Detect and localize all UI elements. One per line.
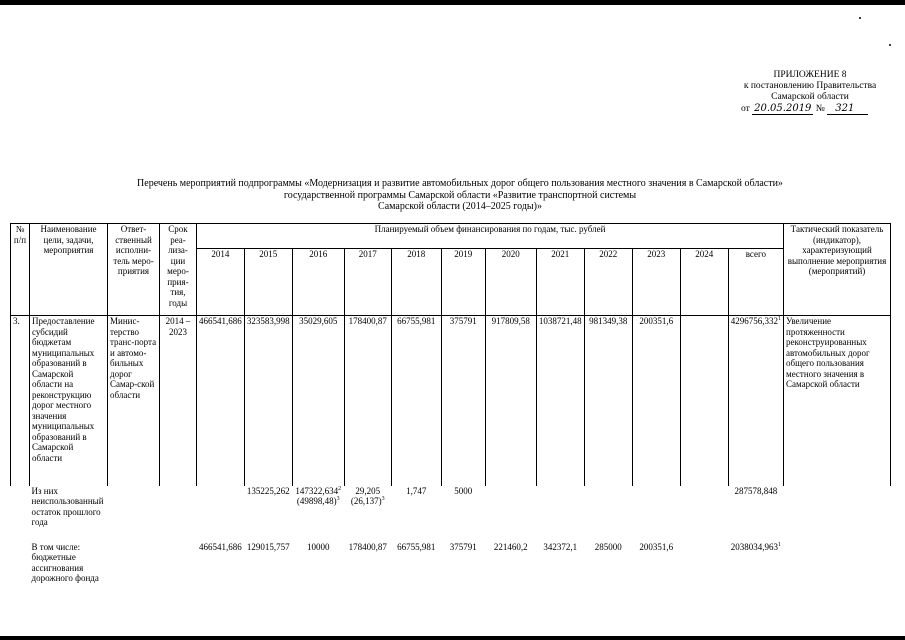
header-total: всего [728,249,783,316]
value-cell: 129015,757 [246,541,290,552]
top-border [0,0,905,5]
value-cell [197,486,245,542]
row-num: 3. [11,316,30,486]
footnote-mark: 1 [778,541,781,548]
value-cell: 135225,262 [246,485,290,496]
value-2017: 29,205 [355,485,381,496]
header-year: 2024 [680,249,728,316]
row-executor: Минис-терство транс-порта и автомо-бильных дорог Самар-ской области [108,316,160,486]
value-cell: 323583,998 [244,316,292,486]
title-line3: Самарской области (2014–2025 годы)» [378,201,542,212]
header-year: 2020 [485,249,536,316]
row-name: В том числе: бюджетные ассигнования дорожного фонда [31,541,99,583]
number-label: № [815,104,825,114]
value-cell: 1,747 [406,485,427,496]
appendix-signature-line [735,103,885,115]
header-year: 2018 [391,249,441,316]
header-funding: Планируемый объем финансирования по годам, тыс. рублей [197,224,784,249]
value-cell: 981349,38 [584,316,632,486]
value-cell: 10000 [307,541,330,552]
title-line1: Перечень мероприятий подпрограммы «Модернизация и развитие автомобильных дорог общего пользования местного значения в Самарской области» [137,178,783,189]
total-value: 2038034,963 [730,541,778,552]
header-year: 2015 [244,249,292,316]
total-cell [728,316,783,486]
value-cell: 5000 [454,485,473,496]
value-cell: 66755,981 [397,541,436,552]
value-cell [632,486,680,542]
value-cell: 285000 [594,541,622,552]
value-cell [680,486,728,542]
row-name: Предоставление субсидий бюджетам муниципальных образований в Самарской области на реконструкцию дорог местного значения муниципальных образований в Самарской области [30,316,108,486]
value-cell: 178400,87 [348,541,387,552]
footnote-mark: 2 [338,485,342,492]
appendix-line2: Самарской области [771,92,849,102]
table-row [11,316,891,486]
value-2017-sub: (26,137) [350,496,382,506]
value-cell: 178400,87 [344,316,391,486]
header-year: 2023 [632,249,680,316]
table-row [11,486,891,542]
value-cell: 375791 [441,316,485,486]
value-cell: 466541,686 [197,316,245,486]
header-year: 2021 [536,249,584,316]
value-cell: 917809,58 [485,316,536,486]
footnote-mark: 1 [778,316,781,322]
document-title [60,178,860,213]
footnote-mark: 3 [336,496,340,502]
value-cell [485,486,536,542]
value-cell-2016 [292,486,344,542]
scan-dot [859,17,861,19]
handwritten-date: 20.05.2019 [754,103,812,114]
header-year: 2014 [197,249,245,316]
appendix-title: ПРИЛОЖЕНИЕ 8 [773,70,847,80]
header-indicator: Тактический показатель (индикатор), характеризующий выполнение мероприятия (мероприятий) [784,224,891,316]
value-cell: 1038721,48 [536,316,584,486]
header-year: 2016 [292,249,344,316]
value-cell: 375791 [449,541,477,552]
row-name: Из них неиспользованный остаток прошлого года [31,485,104,527]
value-cell [680,316,728,486]
value-cell: 200351,6 [632,316,680,486]
header-executor: Ответ-ственный исполни-тель меро-приятия [108,224,160,316]
value-2016: 147322,634 [295,485,339,496]
header-name: Наименование цели, задачи, мероприятия [30,224,108,316]
from-label: от [741,104,750,114]
header-year: 2017 [344,249,391,316]
value-cell-2017 [344,486,391,542]
value-cell: 342372,1 [543,541,578,552]
scan-dot [889,44,891,46]
measures-table [10,223,891,612]
total-value: 4296756,332 [730,316,778,326]
value-cell: 66755,981 [391,316,441,486]
value-cell: 200351,6 [639,541,674,552]
value-cell [680,542,728,612]
row-term: 2014 – 2023 [160,316,197,486]
total-cell: 287578,848 [734,485,778,496]
handwritten-number: 321 [827,103,868,115]
row-indicator: Увеличение протяженности реконструированных автомобильных дорог общего пользования местного значения в Самарской области [784,316,891,486]
total-cell [728,542,783,612]
header-term: Срок реа-лиза-ции меро-прия-тия, годы [160,224,197,316]
title-line2: государственной программы Самарской области «Развитие транспортной системы [283,189,637,201]
value-cell [536,486,584,542]
appendix-line1: к постановлению Правительства [743,81,877,91]
value-cell: 466541,686 [199,541,242,552]
table-row [11,542,891,612]
header-year: 2019 [441,249,485,316]
footnote-mark: 3 [381,496,385,502]
header-num: № п/п [11,224,30,316]
value-cell: 35029,605 [292,316,344,486]
bottom-border [0,636,905,640]
value-cell: 221460,2 [493,541,528,552]
value-cell [584,486,632,542]
header-year: 2022 [584,249,632,316]
appendix-block [735,70,885,115]
value-2016-sub: (49898,48) [296,496,337,506]
